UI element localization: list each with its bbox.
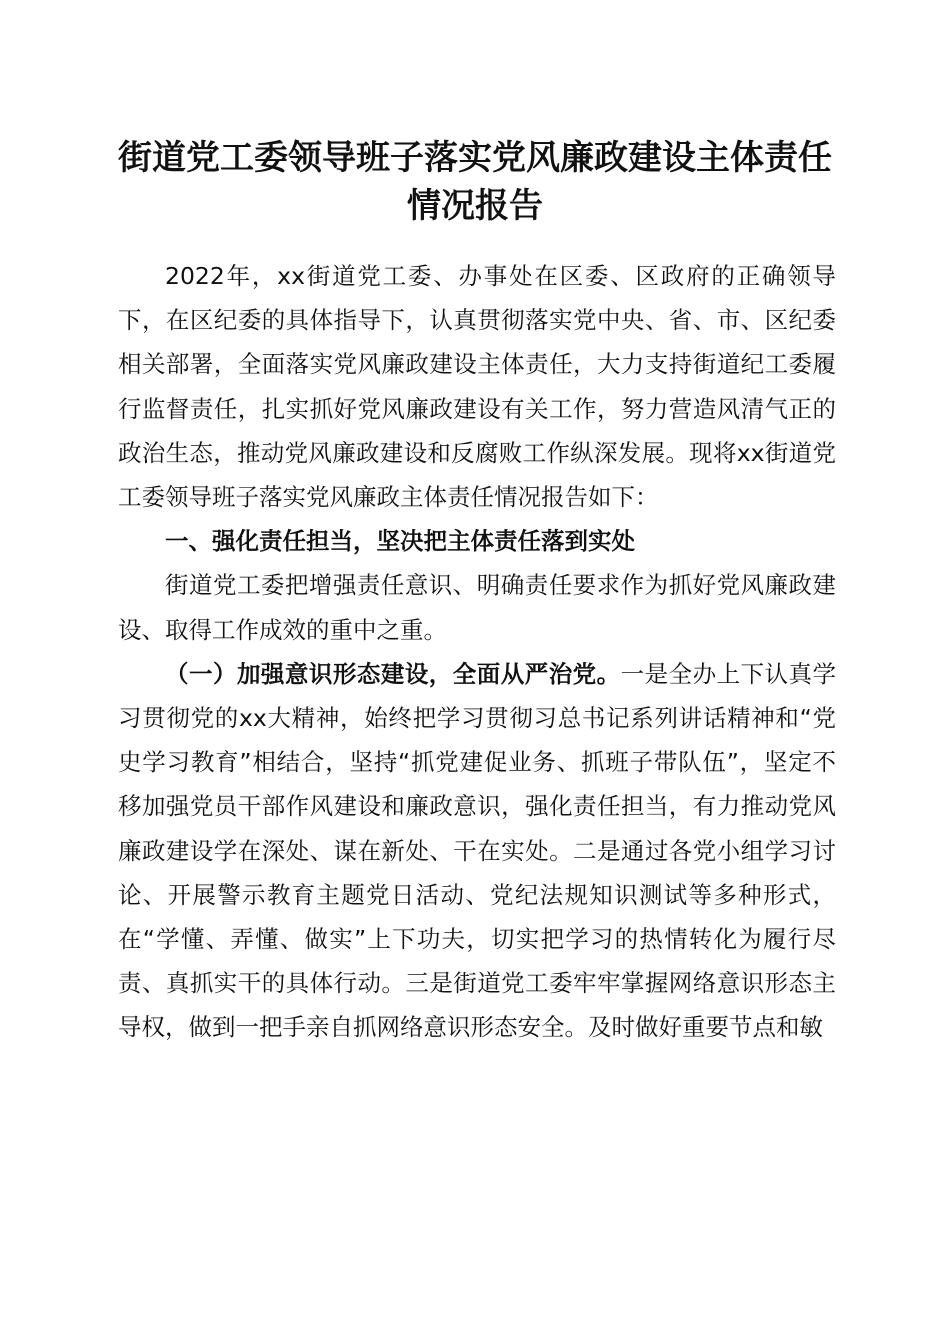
section-paragraph: 街道党工委把增强责任意识、明确责任要求作为抓好党风廉政建设、取得工作成效的重中之重。 xyxy=(118,571,836,644)
subsection-paragraph xyxy=(118,652,836,1050)
subsection-heading: （一）加强意识形态建设，全面从严治党。 xyxy=(165,659,621,688)
subsection-text: 一是全办上下认真学习贯彻党的xx大精神，始终把学习贯彻习总书记系列讲话精神和“党史学习教育”相结合，坚持“抓党建促业务、抓班子带队伍”，坚定不移加强党员干部作风建设和廉政意识，强化责任担当，有力推动党风廉政建设学在深处、谋在新处、干在实处。二是通过各党小组学习讨论、开展警示教育主题党日活动、党纪法规知识测试等多种形式，在“学懂、弄懂、做实”上下功夫，切实把学习的热情转化为履行尽责、真抓实干的具体行动。三是街道党工委牢牢掌握网络意识形态主导权，做到一把手亲自抓网络意识形态安全。及时做好重要节点和敏 xyxy=(118,659,837,1042)
document-title: 街道党工委领导班子落实党风廉政建设主体责任情况报告 xyxy=(118,138,832,226)
document-body xyxy=(118,254,836,1050)
intro-paragraph: 2022年，xx街道党工委、办事处在区委、区政府的正确领导下，在区纪委的具体指导下，认真贯彻落实党中央、省、市、区纪委相关部署，全面落实党风廉政建设主体责任，大力支持街道纪工委履行监督责任，扎实抓好党风廉政建设有关工作，努力营造风清气正的政治生态，推动党风廉政建设和反腐败工作纵深发展。现将xx街道党工委领导班子落实党风廉政主体责任情况报告如下： xyxy=(118,262,836,512)
section-heading: 一、强化责任担当，坚决把主体责任落到实处 xyxy=(165,527,635,556)
